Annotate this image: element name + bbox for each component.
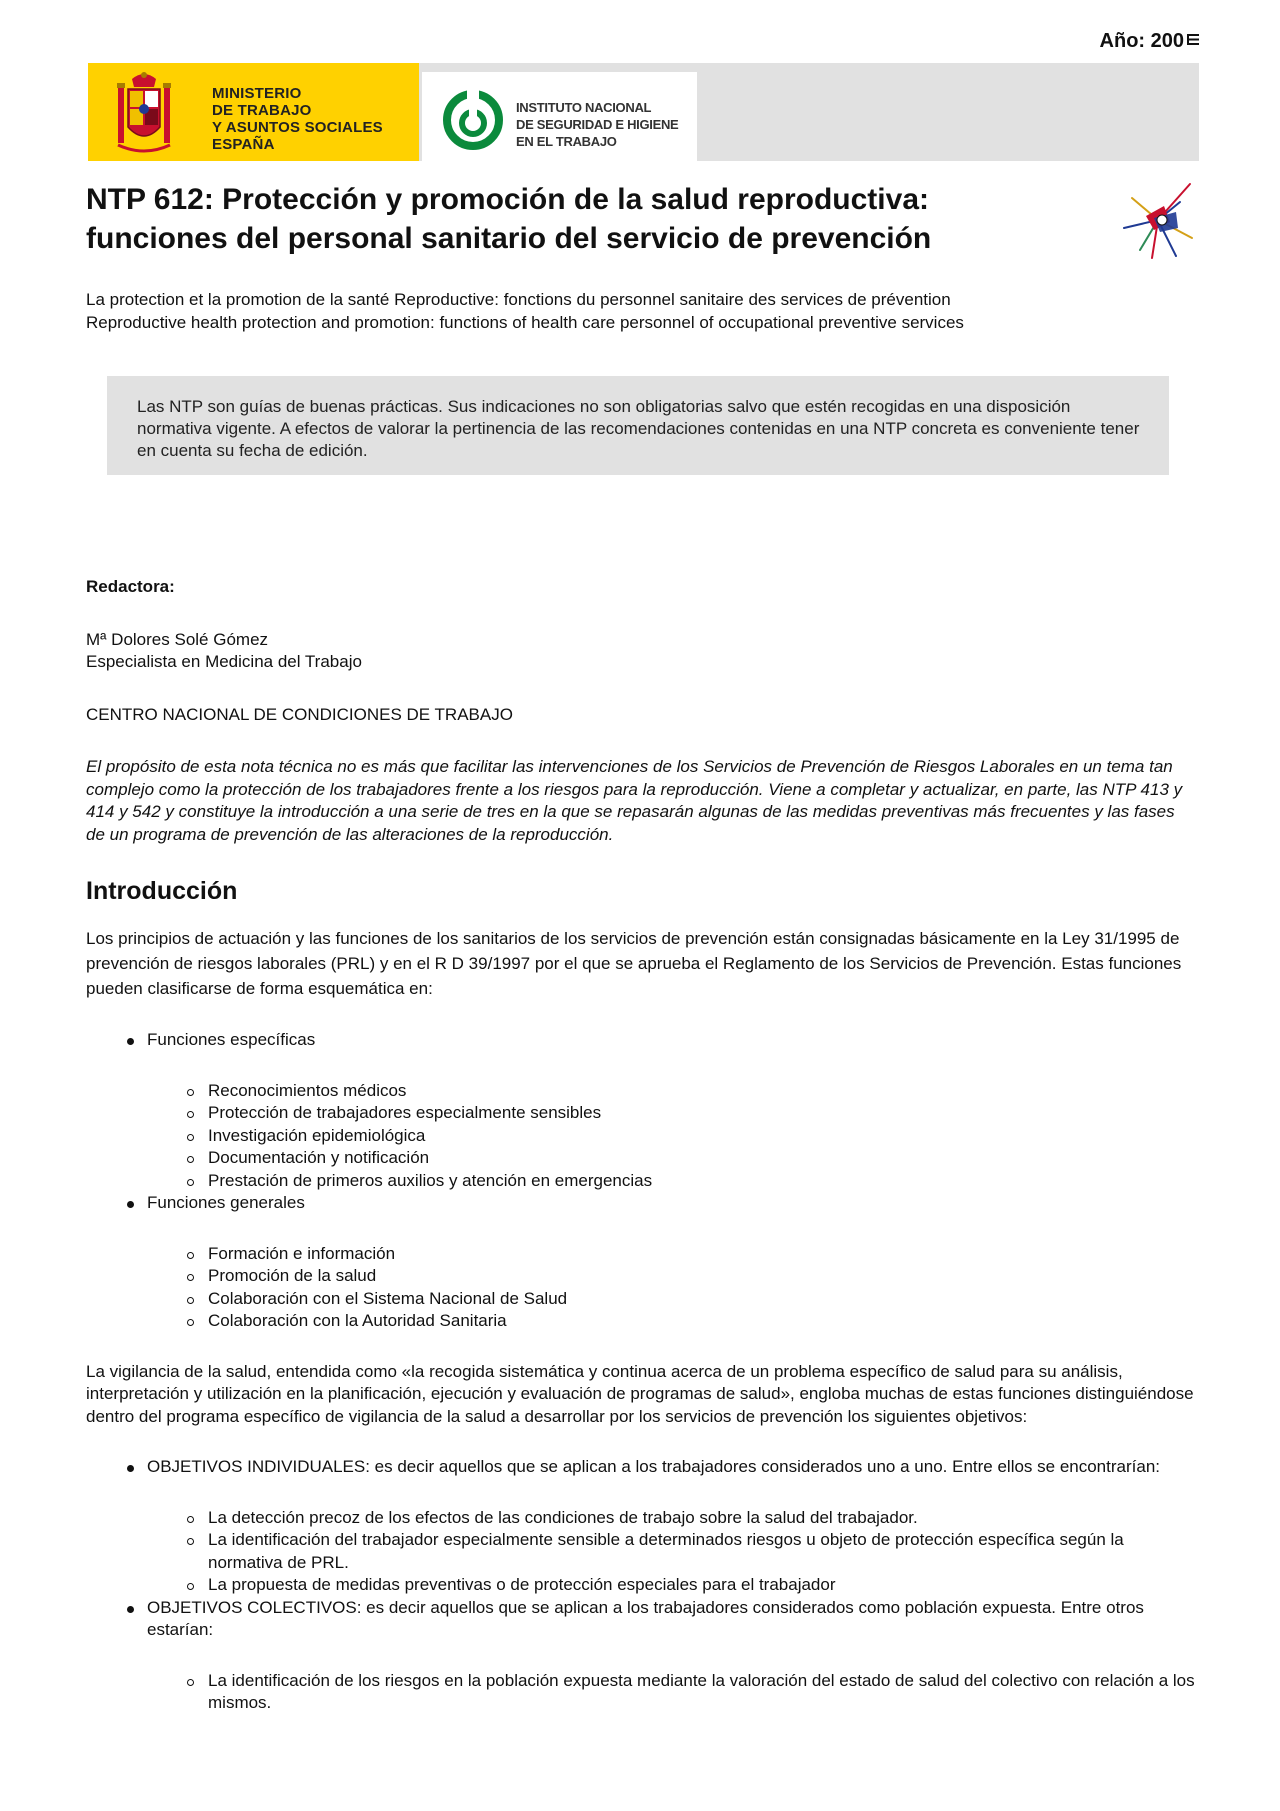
disclaimer-text: Las NTP son guías de buenas prácticas. Sus indicaciones no son obligatorias salvo que estén recogidas en una disposición normativa vigente. A efectos de valorar la pertinencia de las recomendaciones contenidas en una NTP concreta es conveniente tener en cuenta su fecha de edición. [137, 397, 1140, 460]
list-item: La propuesta de medidas preventivas o de protección especiales para el trabajador [147, 1574, 1196, 1597]
insht-logo [422, 72, 697, 161]
author-role: Especialista en Medicina del Trabajo [86, 652, 362, 671]
list-item: Formación e información [147, 1243, 1196, 1266]
list-item: OBJETIVOS COLECTIVOS: es decir aquellos que se aplican a los trabajadores considerados como población expuesta. Entre otros estarían: La identificación de los riesgos en la población expuesta mediante la valoración del estado de salud del colectivo con relación a los mismos. [86, 1597, 1196, 1715]
network-figure-icon [1118, 178, 1198, 262]
section-heading: Introducción [86, 877, 238, 905]
sub-list [147, 1670, 1196, 1715]
list-item: OBJETIVOS INDIVIDUALES: es decir aquellos que se aplican a los trabajadores considerados uno a uno. Entre ellos se encontrarían: La detección precoz de los efectos de las condiciones de trabajo sobre la salud del trabajador. La identificación del trabajador especialmente sensible a determinados riesgos u objeto de protección específica según la normativa de PRL. La propuesta de medidas preventivas o de protección especiales para el trabajador [86, 1456, 1196, 1597]
insht-ring-icon [442, 89, 504, 151]
list-item: Protección de trabajadores especialmente sensibles [147, 1102, 1196, 1125]
sub-list [147, 1507, 1196, 1597]
abstract: El propósito de esta nota técnica no es más que facilitar las intervenciones de los Servicios de Prevención de Riesgos Laborales en un tema tan complejo como la protección de los trabajadores frente a los riesgos para la reproducción. Viene a completar y actualizar, en parte, las NTP 413 y 414 y 542 y constituye la introducción a una serie de tres en la que se repasarán algunas de las medidas preventivas más frecuentes y las fases de un programa de prevención de las alteraciones de la reproducción. [86, 757, 1183, 844]
ministry-logo [88, 63, 419, 161]
document-body [86, 576, 1196, 1715]
list-item: La identificación del trabajador especialmente sensible a determinados riesgos u objeto de protección específica según la normativa de PRL. [147, 1529, 1196, 1574]
author-name: Mª Dolores Solé Gómez [86, 629, 269, 649]
list-item: Documentación y notificación [147, 1147, 1196, 1170]
list-item: La identificación de los riesgos en la población expuesta mediante la valoración del estado de salud del colectivo con relación a los mismos. [147, 1670, 1196, 1715]
surveillance-paragraph: La vigilancia de la salud, entendida como «la recogida sistemática y continua acerca de un problema específico de salud para su análisis, interpretación y utilización en la planificación, ejecución y evaluación de programas de salud», engloba muchas de estas funciones distinguiéndose dentro del programa específico de vigilancia de la salud a desarrollar por los servicios de prevención los siguientes objetivos: [86, 1361, 1194, 1426]
intro-paragraph: Los principios de actuación y las funciones de los sanitarios de los servicios de prevención están consignadas básicamente en la Ley 31/1995 de prevención de riesgos laborales (PRL) y en el R D 39/1997 por el que se aprueba el Reglamento de los Servicios de Prevención. Estas funciones pueden clasificarse de forma esquemática en: [86, 929, 1182, 998]
disclaimer-box [107, 376, 1169, 475]
list-item: Reconocimientos médicos [147, 1080, 1196, 1103]
objectives-list [86, 1456, 1196, 1715]
functions-list [86, 1029, 1196, 1333]
author-label: Redactora: [86, 577, 175, 596]
list-item: Funciones generales Formación e información Promoción de la salud Colaboración con el Sistema Nacional de Salud Colaboración con la Autoridad Sanitaria [86, 1192, 1196, 1333]
subtitle-french: La protection et la promotion de la santé Reproductive: fonctions du personnel sanitaire des services de prévention [86, 290, 951, 309]
year-label: Año: 200 [1100, 30, 1200, 53]
list-item: Colaboración con el Sistema Nacional de Salud [147, 1288, 1196, 1311]
list-item: La detección precoz de los efectos de las condiciones de trabajo sobre la salud del trabajador. [147, 1507, 1196, 1530]
sub-list [147, 1243, 1196, 1333]
translated-titles [86, 288, 964, 334]
list-item: Colaboración con la Autoridad Sanitaria [147, 1310, 1196, 1333]
list-item: Investigación epidemiológica [147, 1125, 1196, 1148]
menu-icon [1186, 33, 1200, 47]
list-item: Prestación de primeros auxilios y atención en emergencias [147, 1170, 1196, 1193]
page-title: NTP 612: Protección y promoción de la salud reproductiva: funciones del personal sanitario del servicio de prevención [86, 183, 932, 255]
header-banner [88, 63, 1199, 161]
insht-name: INSTITUTO NACIONAL DE SEGURIDAD E HIGIENE EN EL TRABAJO [516, 100, 679, 149]
subtitle-english: Reproductive health protection and promotion: functions of health care personnel of occupational preventive services [86, 313, 964, 332]
list-item: Funciones específicas Reconocimientos médicos Protección de trabajadores especialmente sensibles Investigación epidemiológica Documentación y notificación Prestación de primeros auxilios y atención en emergencias [86, 1029, 1196, 1192]
coat-of-arms-icon [114, 69, 174, 155]
author-center: CENTRO NACIONAL DE CONDICIONES DE TRABAJO [86, 704, 513, 724]
sub-list [147, 1080, 1196, 1193]
list-item: Promoción de la salud [147, 1265, 1196, 1288]
ministry-name: MINISTERIO DE TRABAJO Y ASUNTOS SOCIALES ESPAÑA [212, 85, 383, 153]
